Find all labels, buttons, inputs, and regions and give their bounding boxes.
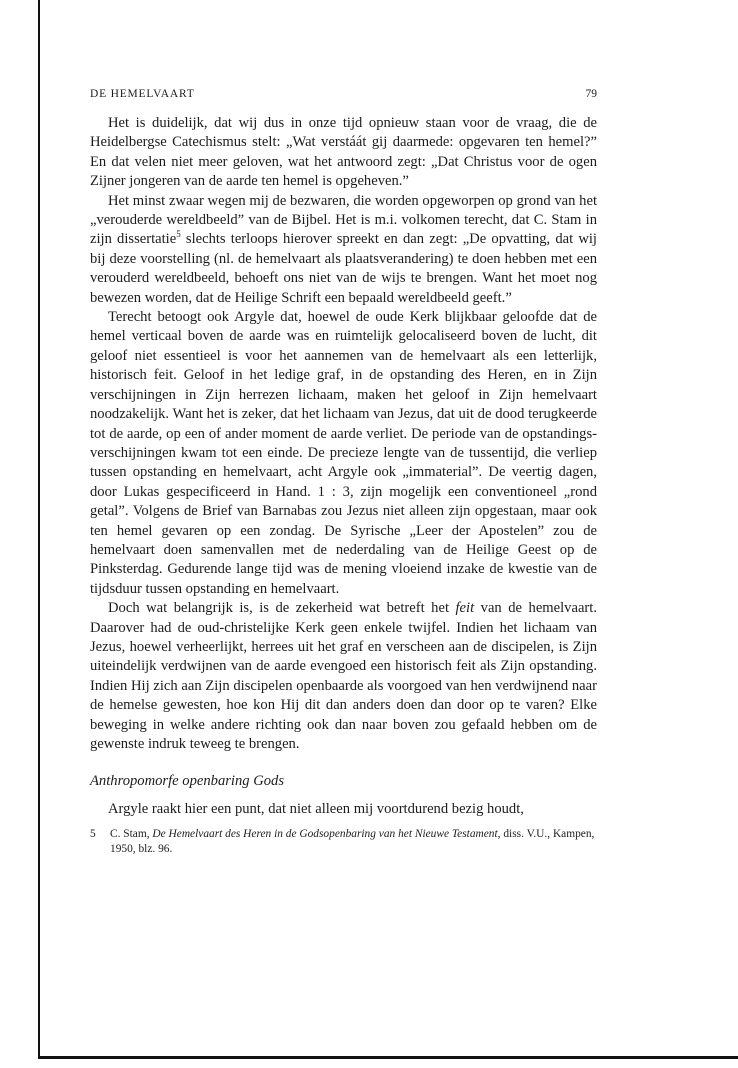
- footnote: [90, 827, 597, 857]
- running-head: [90, 88, 597, 110]
- paragraph-4-emphasis: feit: [455, 600, 475, 617]
- paragraph-4-text-a: Doch wat belangrijk is, is de zekerheid wat betreft het: [108, 600, 456, 617]
- paragraph-3: Terecht betoogt ook Argyle dat, hoewel de oude Kerk blijkbaar geloofde dat de hemel verticaal boven de aarde was en ruimtelijk gelocaliseerd boven de lucht, dit geloof niet essentieel is voor het aannemen van de hemelvaart als een letterlijk, historisch feit. Geloof in het ledige graf, in de opstanding des Heren, en in Zijn verschijningen in Zijn herrezen lichaam, maken het geloof in Zijn hemelvaart noodzakelijk. Want het is zeker, dat het lichaam van Jezus, dat uit de dood terugkeerde tot de aarde, op een of ander moment de aarde verliet. De periode van de opstandings-verschijningen kwam tot een einde. De precieze lengte van de tussentijd, die verliep tussen opstanding en hemelvaart, acht Argyle ook „immaterial”. De veertig dagen, door Lukas gespecificeerd in Hand. 1 : 3, zijn mogelijk een conventioneel „rond getal”. Volgens de Brief van Barnabas zou Jezus niet alleen zijn opgestaan, maar ook ten hemel gevaren op een zondag. De Syrische „Leer der Apostelen” zou de hemelvaart doen samenvallen met de nederdaling van de Heilige Geest op de Pinksterdag. Gedurende lange tijd was de mening vloeiend inzake de kwestie van de tijdsduur tussen opstanding en hemelvaart.: [90, 309, 597, 597]
- body-text: [90, 114, 597, 819]
- footnote-text: [110, 827, 597, 857]
- footnote-reference[interactable]: 5: [176, 229, 181, 240]
- paragraph-2: [90, 192, 597, 308]
- footnote-author: C. Stam,: [110, 828, 153, 841]
- footnote-mark: 5: [90, 828, 96, 841]
- section-first-line: Argyle raakt hier een punt, dat niet alleen mij voortdurend bezig houdt,: [108, 800, 524, 817]
- section-heading: Anthropomorfe openbaring Gods: [90, 773, 285, 790]
- paragraph-4-text-b: van de hemelvaart. Daarover had de oud-christelijke Kerk geen enkele twijfel. Indien het lichaam van Jezus, hoewel verheerlijkt, herrees uit het graf en verscheen aan de discipelen, is Zijn uiteindelijk verdwijnen van de aarde evengoed een historisch feit als Zijn opstanding. Indien Hij zich aan Zijn discipelen openbaarde als voorgoed van hen verdwijnend naar de hemelse gewesten, hoe kon Hij dit dan anders doen dan door op te varen? Elke beweging in welke andere richting ook dan naar boven zou gefaald hebben om de gewenste indruk teweeg te brengen.: [90, 600, 597, 752]
- paragraph-2-text-b: slechts terloops hierover spreekt en dan zegt: „De opvatting, dat wij bij deze voorstelling (nl. de hemelvaart als plaatsverandering) te doen hebben met een verouderd wereldbeeld, behoeft ons niet van de wijs te brengen. Want het moet nog bewezen worden, dat de Heilige Schrift een bepaald wereldbeeld geeft.”: [90, 231, 597, 306]
- paragraph-2-text-a: Het minst zwaar wegen mij de bezwaren, die worden opgeworpen op grond van het „verouderde wereldbeeld” van de Bijbel. Het is m.i. volkomen terecht, dat C. Stam in zijn dissertatie: [90, 192, 597, 248]
- paragraph-4: [90, 599, 597, 754]
- page-left-edge: [38, 0, 40, 1058]
- footnote-details: , diss. V.U., Kampen, 1950, blz. 96.: [110, 828, 595, 856]
- page-number: 79: [585, 88, 597, 100]
- paragraph-1: Het is duidelijk, dat wij dus in onze tijd opnieuw staan voor de vraag, die de Heidelbergse Catechismus stelt: „Wat verstáát gij daarmede: opgevaren ten hemel?” En dat velen niet meer geloven, wat het antwoord zegt: „Dat Christus voor de ogen Zijner jongeren van de aarde ten hemel is opgeheven.”: [90, 115, 597, 190]
- book-page: [90, 88, 597, 857]
- running-head-title: DE HEMELVAART: [90, 88, 195, 100]
- page-bottom-edge: [38, 1056, 738, 1059]
- footnote-title: De Hemelvaart des Heren in de Godsopenbaring van het Nieuwe Testament: [152, 828, 498, 841]
